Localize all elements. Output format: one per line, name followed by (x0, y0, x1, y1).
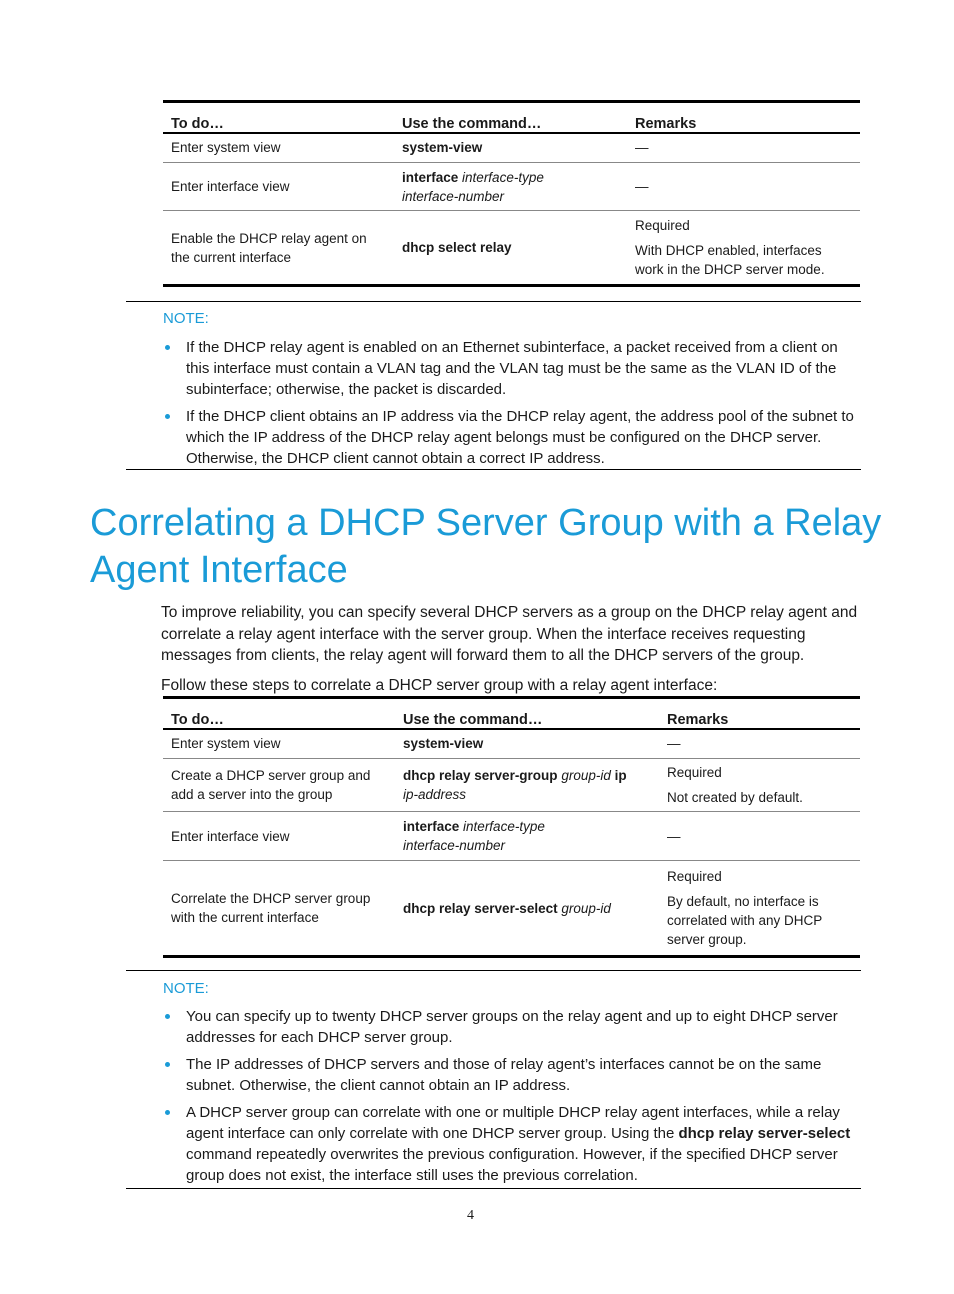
remarks-cell: Required With DHCP enabled, interfaces work in the DHCP server mode. (627, 211, 860, 286)
command-table-1 (163, 100, 860, 287)
table-row (163, 812, 860, 861)
list-item: If the DHCP relay agent is enabled on an Ethernet subinterface, a packet received from a client on this interface must contain a VLAN tag and the VLAN tag must be the same as the VLAN ID of the subinterface; otherwise, the packet is discarded. (163, 337, 863, 400)
command-cell: dhcp select relay (394, 211, 627, 286)
remarks-cell: Required Not created by default. (659, 759, 860, 812)
table-row (163, 729, 860, 759)
note-label: NOTE: (163, 980, 209, 997)
note-list (163, 337, 863, 475)
command-cell: system-view (402, 140, 483, 156)
table-row (163, 861, 860, 957)
note-top-rule (126, 301, 861, 302)
page-number: 4 (467, 1208, 474, 1223)
header-todo: To do… (163, 698, 395, 729)
table-row (163, 759, 860, 812)
note-top-rule (126, 970, 861, 971)
command-cell: interface interface-type interface-number (395, 812, 659, 861)
command-cell: dhcp relay server-group group-id ip ip-address (395, 759, 659, 812)
remarks-cell: — (627, 163, 860, 211)
table-row (163, 133, 860, 163)
section-heading: Correlating a DHCP Server Group with a Relay Agent Interface (90, 502, 882, 591)
command-cell: dhcp relay server-select group-id (395, 861, 659, 957)
list-item: A DHCP server group can correlate with one or multiple DHCP relay agent interfaces, while a relay agent interface can only correlate with one DHCP server group. Using the dhcp relay server-select command repeatedly overwrites the previous configuration. However, if the specified DHCP server group does not exist, the interface still uses the previous correlation. (163, 1102, 863, 1186)
header-command: Use the command… (394, 102, 627, 133)
header-remarks: Remarks (627, 102, 860, 133)
command-cell: system-view (403, 736, 484, 752)
note-bottom-rule (126, 1188, 861, 1189)
list-item: You can specify up to twenty DHCP server groups on the relay agent and up to eight DHCP server addresses for each DHCP server group. (163, 1006, 863, 1048)
command-table-2 (163, 696, 860, 958)
note-list (163, 1006, 863, 1192)
header-command: Use the command… (395, 698, 659, 729)
todo-cell: Create a DHCP server group and add a server into the group (163, 759, 395, 812)
note-bottom-rule (126, 469, 861, 470)
note-label: NOTE: (163, 310, 209, 327)
remarks-cell: — (659, 812, 860, 861)
todo-cell: Correlate the DHCP server group with the current interface (163, 861, 395, 957)
todo-cell: Enter system view (171, 140, 281, 156)
todo-cell: Enable the DHCP relay agent on the current interface (163, 211, 394, 286)
list-item: If the DHCP client obtains an IP address via the DHCP relay agent, the address pool of the subnet to which the IP address of the DHCP relay agent belongs must be configured on the DHCP server. Otherwise, the DHCP client cannot obtain a correct IP address. (163, 406, 863, 469)
header-remarks: Remarks (659, 698, 860, 729)
header-todo: To do… (163, 102, 394, 133)
table-row (163, 163, 860, 211)
command-cell: interface interface-type interface-number (394, 163, 627, 211)
todo-cell: Enter interface view (163, 812, 395, 861)
steps-intro-paragraph: Follow these steps to correlate a DHCP server group with a relay agent interface: (161, 677, 718, 694)
todo-cell: Enter system view (171, 736, 281, 752)
table-row (163, 211, 860, 286)
remarks-cell: — (635, 140, 649, 156)
todo-cell: Enter interface view (163, 163, 394, 211)
remarks-cell: Required By default, no interface is correlated with any DHCP server group. (659, 861, 860, 957)
list-item: The IP addresses of DHCP servers and those of relay agent’s interfaces cannot be on the same subnet. Otherwise, the client cannot obtain an IP address. (163, 1054, 863, 1096)
remarks-cell: — (667, 736, 681, 752)
intro-paragraph: To improve reliability, you can specify several DHCP servers as a group on the DHCP relay agent and correlate a relay agent interface with the server group. When the interface receives requesting messages from clients, the relay agent will forward them to all the DHCP servers of the group. (161, 604, 858, 664)
